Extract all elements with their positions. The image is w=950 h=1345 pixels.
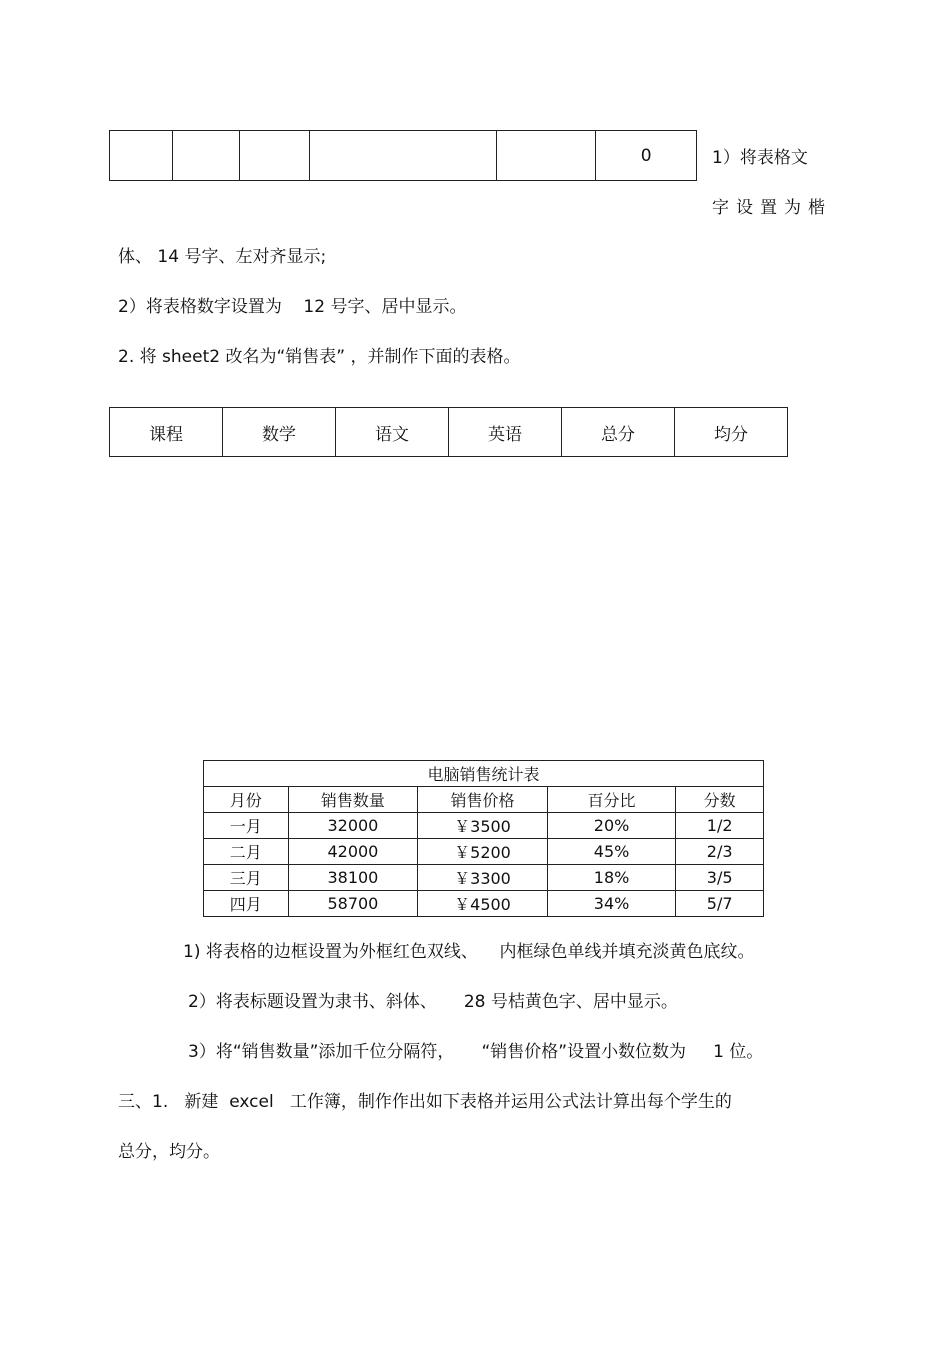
section-text: 总分，均分。 [118,1142,220,1162]
course-table [109,407,788,457]
table-cell [110,131,173,181]
table-row [204,865,764,891]
table-row [204,891,764,917]
side-note-line2: 字设置为楷 [712,198,832,218]
table-cell: 20% [547,813,676,839]
table-cell: 42000 [288,839,418,865]
table-cell [172,131,239,181]
table-cell [310,131,496,181]
table-cell: 5/7 [676,891,764,917]
table-cell: 0 [596,131,697,181]
table-cell: ￥4500 [418,891,548,917]
table-cell: 18% [547,865,676,891]
header-cell: 销售数量 [288,787,418,813]
table-blank [109,130,697,181]
sales-table [203,760,764,917]
instruction: 2）将表标题设置为隶书、斜体、 28 号桔黄色字、居中显示。 [188,992,678,1012]
table-cell: 1/2 [676,813,764,839]
header-cell: 总分 [562,408,675,457]
table-header-row [204,787,764,813]
table-cell: 3/5 [676,865,764,891]
table-cell: 45% [547,839,676,865]
instruction: 1) 将表格的边框设置为外框红色双线、 内框绿色单线并填充淡黄色底纹。 [183,942,755,962]
table-cell: ￥3500 [418,813,548,839]
table-row [204,839,764,865]
header-cell: 课程 [110,408,223,457]
header-cell: 数学 [223,408,336,457]
instruction: 3）将“销售数量”添加千位分隔符， “销售价格”设置小数位数为 1 位。 [188,1042,764,1062]
table-cell: 34% [547,891,676,917]
paragraph: 体、 14 号字、左对齐显示; [118,247,327,267]
table-cell: 四月 [204,891,289,917]
paragraph: 2. 将 sheet2 改名为“销售表” ，并制作下面的表格。 [118,347,521,367]
table-cell [239,131,310,181]
section-heading: 三、1. 新建 excel 工作簿，制作作出如下表格并运用公式法计算出每个学生的 [118,1092,732,1112]
table-cell: 三月 [204,865,289,891]
table-row [110,131,697,181]
header-cell: 月份 [204,787,289,813]
table-cell: 二月 [204,839,289,865]
table-cell: ￥3300 [418,865,548,891]
table-row [204,813,764,839]
side-note-line1: 1）将表格文 [712,148,808,168]
header-cell: 语文 [336,408,449,457]
table-cell: ￥5200 [418,839,548,865]
table-cell [496,131,596,181]
header-cell: 分数 [676,787,764,813]
header-cell: 百分比 [547,787,676,813]
table-cell: 38100 [288,865,418,891]
table-cell: 32000 [288,813,418,839]
table-cell: 58700 [288,891,418,917]
table-cell: 一月 [204,813,289,839]
table-title: 电脑销售统计表 [204,761,764,787]
table-row [110,408,788,457]
table-cell: 2/3 [676,839,764,865]
header-cell: 销售价格 [418,787,548,813]
header-cell: 英语 [449,408,562,457]
paragraph: 2）将表格数字设置为 12 号字、居中显示。 [118,297,467,317]
header-cell: 均分 [675,408,788,457]
table-title-row [204,761,764,787]
